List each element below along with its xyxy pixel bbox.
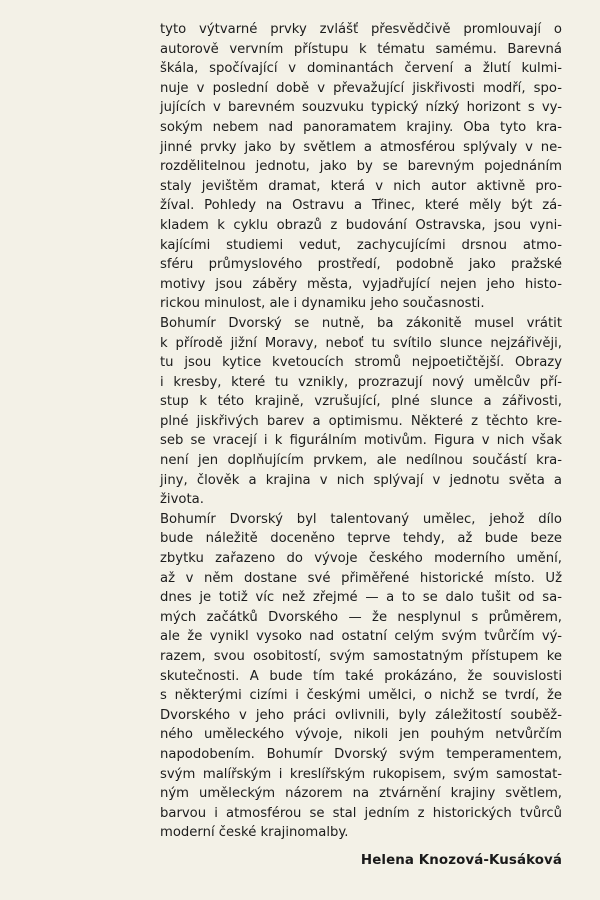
paragraph <box>160 510 562 843</box>
text-line: rickou minulost, ale i dynamiku jeho současnosti. <box>160 296 485 312</box>
text-line: sokým nebem nad panoramatem krajiny. Oba tyto kra- <box>160 119 562 135</box>
text-line: staly jevištěm dramat, která v nich autor aktivně pro- <box>160 178 562 194</box>
text-line: stup k této krajině, vzrušující, plné slunce a zářivosti, <box>160 394 562 410</box>
text-line: kladem k cyklu obrazů z budování Ostravska, jsou vyni- <box>160 217 562 233</box>
paragraph <box>160 314 562 510</box>
text-line: mých začátků Dvorského — že nesplynul s průměrem, <box>160 609 562 625</box>
text-line: života. <box>160 492 204 508</box>
text-line: Bohumír Dvorský se nutně, ba zákonitě musel vrátit <box>160 315 562 331</box>
text-line: rozdělitelnou jednotu, jako by se barevným pojednáním <box>160 159 562 175</box>
text-line: jiny, člověk a krajina v nich splývají v jednotu světa a <box>160 472 562 488</box>
text-line: ného uměleckého vývoje, nikoli jen pouhým netvůrčím <box>160 727 562 743</box>
text-line: razem, svou osobitostí, svým samostatným přístupem ke <box>160 649 562 664</box>
text-line: bude náležitě doceněno teprve tehdy, až bude beze <box>160 531 562 547</box>
text-line: autorově vervním přístupu k tématu samému. Barevná <box>160 41 562 57</box>
text-line: sféru průmyslového prostředí, podobně jako pražské <box>160 257 562 273</box>
text-line: jinné prvky jako by světlem a atmosférou splývaly v ne- <box>160 139 562 155</box>
text-line: ným uměleckým názorem na ztvárnění krajiny světlem, <box>160 786 562 802</box>
author-signature: Helena Knozová-Kusáková <box>360 853 562 868</box>
text-line: k přírodě jižní Moravy, neboť tu svítilo slunce nejzářivěji, <box>160 335 562 351</box>
text-line: svým malířským i kreslířským rukopisem, svým samostat- <box>160 766 562 782</box>
text-line: Bohumír Dvorský byl talentovaný umělec, jehož dílo <box>160 511 562 527</box>
text-line: kajícími studiemi vedut, zachycujícími drsnou atmo- <box>160 237 562 253</box>
text-line: zbytku zařazeno do vývoje českého moderního umění, <box>160 551 562 567</box>
text-line: i kresby, které tu vznikly, prozrazují nový umělcův pří- <box>160 374 562 390</box>
text-line: Dvorského v jeho práci ovlivnili, byly záležitostí souběž- <box>160 707 562 723</box>
text-line: tyto výtvarné prvky zvlášť přesvědčivě promlouvají o <box>160 22 562 37</box>
text-line: není jen doplňujícím prvkem, ale nedílnou součástí kra- <box>160 453 562 469</box>
text-line: seb se vracejí i k figurálním motivům. Figura v nich však <box>160 433 562 449</box>
text-line: až v něm dostane své přiměřené historické místo. Už <box>160 570 562 586</box>
text-line: barvou i atmosférou se stal jedním z historických tvůrců <box>160 805 562 821</box>
text-line: nuje v poslední době v převažující jiskřivosti modří, spo- <box>160 80 562 96</box>
text-line: tu jsou kytice kvetoucích stromů nejpoetičtější. Obrazy <box>160 355 562 371</box>
text-line: jujících v barevném souzvuku typický nízký horizont s vy- <box>160 100 562 116</box>
text-line: škála, spočívající v dominantách červení a žlutí kulmi- <box>160 61 562 77</box>
text-line: skutečnosti. A bude tím také prokázáno, že souvislosti <box>160 668 562 684</box>
paragraph <box>160 20 562 314</box>
text-line: s některými cizími i českými umělci, o nichž se tvrdí, že <box>160 688 562 704</box>
text-line: ale že vynikl vysoko nad ostatní celým svým tvůrčím vý- <box>160 629 562 645</box>
text-line: moderní české krajinomalby. <box>160 825 349 841</box>
text-line: napodobením. Bohumír Dvorský svým temperamentem, <box>160 746 562 762</box>
text-line: plné jiskřivých barev a optimismu. Některé z těchto kre- <box>160 413 562 429</box>
text-line: žíval. Pohledy na Ostravu a Třinec, které měly být zá- <box>160 198 562 214</box>
body-text <box>160 20 562 843</box>
text-line: motivy jsou záběry města, vyjadřující nejen jeho histo- <box>160 276 562 292</box>
text-line: dnes je totiž víc než zřejmé — a to se dalo tušit od sa- <box>160 590 562 606</box>
